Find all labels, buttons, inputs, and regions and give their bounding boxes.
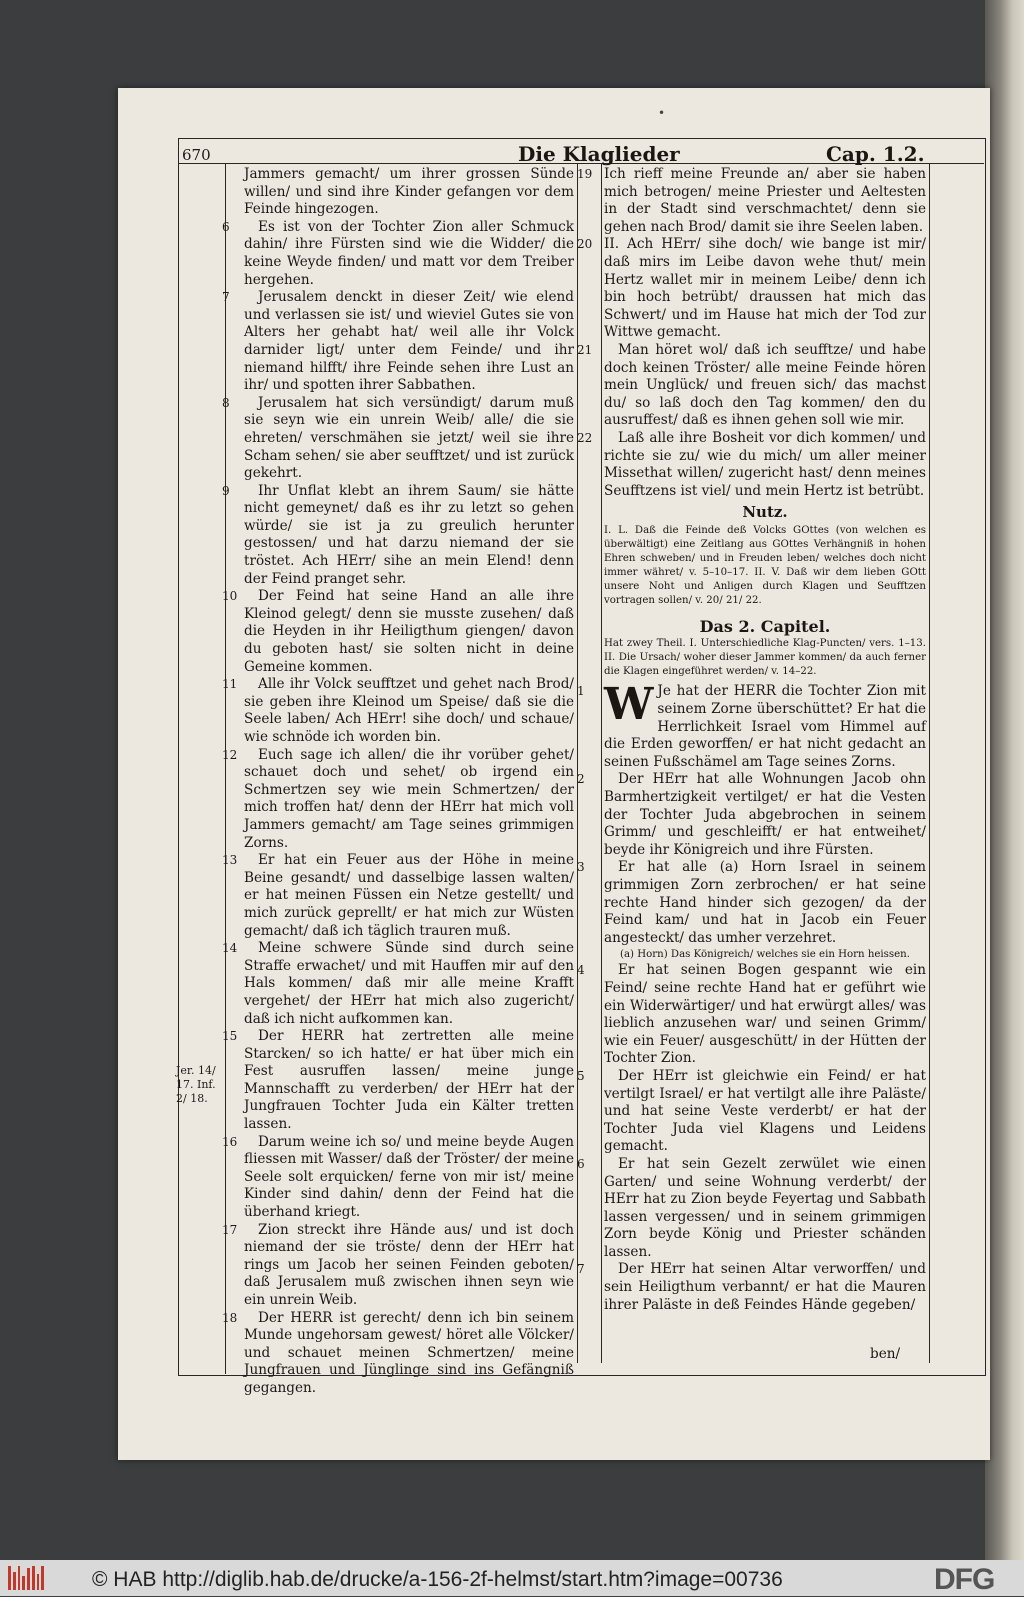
verse <box>222 588 574 676</box>
verse-text: Er hat seinen Bogen gespannt wie ein Feind/ seine rechte Hand hat er geführt wie ein Widerwärtiger/ und hat erwürgt alles/ was lieblich anzusehen war/ und seinen Grimm/ wie ein Feuer/ ausgeschütt/ in der Hütten der Tochter Zion. <box>604 962 926 1067</box>
verse <box>577 859 926 947</box>
verse <box>577 1261 926 1314</box>
verse-number: 7 <box>222 290 230 305</box>
book-edge <box>985 0 1024 1560</box>
left-column <box>222 166 574 1398</box>
right-margin-rule <box>929 163 930 1363</box>
verse <box>577 341 926 430</box>
verse-number: 10 <box>222 589 238 604</box>
verse-text: Euch sage ich allen/ die ihr vorüber gehet/ schauet doch und sehet/ ob irgend ein Schmertzen sey wie mein Schmertzen/ der mich troffen hat/ denn der HErr hat mich voll Jammers gemacht/ am Tage seines grimmigen Zorns. <box>244 746 574 851</box>
verse-number: 18 <box>222 1310 238 1325</box>
verse <box>577 771 926 859</box>
verse-number: 22 <box>577 430 593 445</box>
verse <box>222 482 574 589</box>
verse <box>222 394 574 483</box>
chapter-heading: Das 2. Capitel. <box>699 616 831 636</box>
verse-text: Je hat der HERR die Tochter Zion mit seinem Zorne überschüttet? Er hat die Herrlichkeit Israel vom Himmel auf die Erden geworffen/ er hat nicht gedacht an seinen Fußschämel am Tage seines Zorns. <box>604 683 926 770</box>
verse-text: Zion streckt ihre Hände aus/ und ist doch niemand der sie tröste/ denn der HErr hat rings um Jacob her seinen Feinden geboten/ daß Jerusalem muß zwischen ihnen seyn wie ein unrein Weib. <box>244 1221 574 1308</box>
verse <box>222 1028 574 1134</box>
nutz-heading: Nutz. <box>742 503 788 522</box>
verse-number: 8 <box>222 395 230 410</box>
dfg-logo: DFG <box>934 1563 995 1596</box>
verse <box>222 1221 574 1310</box>
verse-text: Der Feind hat seine Hand an alle ihre Kleinod gelegt/ denn sie musste zusehen/ daß die Heyden in ihr Heiligthum giengen/ davon du geboten hast/ sie solten nicht in deine Gemeine kommen. <box>244 588 574 675</box>
verse <box>577 236 926 342</box>
verse-number: 6 <box>577 1156 585 1171</box>
verse <box>222 1133 574 1222</box>
verse-text: Er hat alle (a) Horn Israel in seinem grimmigen Zorn zerbrochen/ er hat seine rechte Hand hinder sich gezogen/ da der Feind kam/ und hat in Jacob ein Feuer angesteckt/ das umher verzehret. <box>604 859 926 946</box>
verse-number-rule <box>601 163 602 1363</box>
verse-number: 12 <box>222 747 238 762</box>
verse-text: II. Ach HErr/ sihe doch/ wie bange ist mir/ daß mirs im Leibe davon wehe thut/ mein Hertz wallet mir in meinem Leibe/ denn ich bin hoch betrübt/ draussen hat mich das Schwert/ und im Hause hat mich der Tod zur Wittwe gemacht. <box>604 236 926 341</box>
nutz-text: I. L. Daß die Feinde deß Volcks GOttes (von welchen es überwältigt) eine Zeitlang aus GOttes Verhängniß in hohen Ehren schweben/ und in Freuden leben/ welches doch nicht immer währet/ v. 5–10–17. II. V. Daß wir dem lieben GOtt unsere Noht und Anligen durch Klagen und Seufftzen vortragen sollen/ v. 20/ 21/ 22. <box>604 524 926 606</box>
verse-text: Es ist von der Tochter Zion aller Schmuck dahin/ ihre Fürsten sind wie die Widder/ die keine Weyde finden/ und matt vor dem Treiber hergehen. <box>244 218 574 288</box>
right-column <box>577 166 926 1314</box>
verse-number: 13 <box>222 853 238 868</box>
chapter-summary: Hat zwey Theil. I. Unterschiedliche Klag-Puncten/ vers. 1–13. II. Die Ursach/ woher dieser Jammer kommen/ da auch ferner die Klagen eingeführet werden/ v. 14–22. <box>604 638 926 678</box>
verse-number: 21 <box>577 342 593 357</box>
verse-number: 17 <box>222 1222 238 1237</box>
verse-text: Der HErr hat seinen Altar verworffen/ und sein Heiligthum verbannt/ er hat die Mauren ihrer Paläste in deß Feindes Hände gegeben/ <box>604 1261 926 1313</box>
footer-bar <box>0 1560 1024 1596</box>
verse-text: Jammers gemacht/ um ihrer grossen Sünde willen/ und sind ihre Kinder gefangen vor dem Feinde hingezogen. <box>244 166 574 218</box>
verse-text: Er hat sein Gezelt zerwület wie einen Garten/ und seine Wohnung verderbt/ der HErr hat zu Zion beyde Feyertag und Sabbath lassen vergessen/ und in seinem grimmigen Zorn beyde König und Priester schänden lassen. <box>604 1155 926 1260</box>
verse-text: Man höret wol/ daß ich seufftze/ und habe doch keinen Tröster/ alle meine Feinde hören mein Unglück/ und freuen sich/ das machst du/ so laß doch den Tag kommen/ den du ausruffest/ daß es ihnen gehen soll wie mir. <box>604 341 926 429</box>
verse-number: 9 <box>222 483 230 498</box>
verse-number: 11 <box>222 677 238 692</box>
verse-number: 3 <box>577 860 585 875</box>
verse-number: 15 <box>222 1029 238 1044</box>
verse <box>222 940 574 1028</box>
verse <box>577 679 926 771</box>
footnote: (a) Horn) Das Königreich/ welches sie ein Horn heissen. <box>620 949 910 961</box>
verse <box>222 1309 574 1398</box>
verse <box>244 166 574 219</box>
library-logo-icon <box>8 1566 44 1590</box>
verse-text: Jerusalem denckt in dieser Zeit/ wie elend und verlassen sie ist/ und wieviel Gutes sie von Alters her gehabt hat/ weil alle ihr Volck darnider ligt/ unter dem Feinde/ und ihr niemand hilfft/ ihre Feinde sehen ihre Lust an ihr/ und spotten ihrer Sabbathen. <box>244 289 574 394</box>
verse-text: Der HERR ist gerecht/ denn ich bin seinem Munde ungehorsam gewest/ höret alle Völcker/ und schauet meinen Schmertzen/ meine Jungfrauen und Jünglinge sind ins Gefängniß gegangen. <box>244 1309 574 1396</box>
verse-number: 14 <box>222 941 238 956</box>
verse-text: Darum weine ich so/ und meine beyde Augen fliessen mit Wasser/ daß der Tröster/ der meine Seele solt erquicken/ ferne von mir ist/ meine Kinder sind dahin/ denn der Feind hat die überhand kriegt. <box>244 1133 574 1221</box>
verse <box>577 429 926 500</box>
verse <box>222 289 574 395</box>
verse-text: Der HERR hat zertretten alle meine Starcken/ so ich hatte/ er hat über mich ein Fest ausruffen lassen/ meine junge Mannschafft zu verderben/ der HErr hat der Jungfrauen Tochter Juda ein Kälter tretten lassen. <box>244 1028 574 1133</box>
verse-number: 6 <box>222 219 230 234</box>
verse-number: 2 <box>577 772 585 787</box>
verse <box>577 166 926 236</box>
verse-text: Ich rieff meine Freunde an/ aber sie haben mich betrogen/ meine Priester und Aeltesten in der Stadt sind verschmachtet/ denn sie gehen nach Brod/ damit sie ihre Seelen laben. <box>604 166 926 235</box>
catchword: ben/ <box>870 1346 901 1362</box>
verse <box>222 852 574 940</box>
verse-text: Laß alle ihre Bosheit vor dich kommen/ und richte sie zu/ wie du mich/ um aller meiner Missethat willen/ zugericht hast/ denn meines Seufftzens ist viel/ und mein Hertz ist betrübt. <box>604 429 926 499</box>
verse-text: Der HErr ist gleichwie ein Feind/ er hat vertilgt Israel/ er hat vertilgt alle ihre Paläste/ und hat seine Veste verderbt/ er hat der Tochter Juda viel Klagens und Leidens gemacht. <box>604 1067 926 1155</box>
verse <box>577 962 926 1068</box>
top-mark: • <box>658 106 666 120</box>
verse-text: Er hat ein Feuer aus der Höhe in meine Beine gesandt/ und dasselbige lassen walten/ er hat meinen Füssen ein Netze gestellt/ und mich zurück geprellt/ er hat mich zur Wüsten gemacht/ daß ich täglich trauren muß. <box>244 852 574 939</box>
verse-text: Meine schwere Sünde sind durch seine Straffe erwachet/ und mit Hauffen mir auf den Hals kommen/ daß mir alle meine Krafft vergehet/ der HErr hat mich also zugericht/ daß ich nicht aufkommen kan. <box>244 940 574 1027</box>
verse <box>222 746 574 853</box>
verse-number: 7 <box>577 1262 585 1277</box>
running-title: Die Klaglieder <box>518 142 680 166</box>
page-number: 670 <box>182 146 211 164</box>
verse-number: 5 <box>577 1068 585 1083</box>
verse-text: Alle ihr Volck seufftzet und gehet nach Brod/ sie geben ihre Kleinod um Speise/ daß sie die Seele laben/ Ach HErr! sihe doch/ und schaue/ wie schnöde ich worden bin. <box>244 676 574 745</box>
verse <box>577 1067 926 1156</box>
margin-reference: Jer. 14/ 17. Inf. 2/ 18. <box>176 1064 216 1105</box>
verse-text: Der HErr hat alle Wohnungen Jacob ohn Barmhertzigkeit vertilget/ er hat die Vesten der Tochter Juda abgebrochen in seinem Grimm/ und geschleifft/ er hat entweihet/ beyde ihr Königreich und ihre Fürsten. <box>604 771 926 858</box>
verse-number: 16 <box>222 1134 238 1149</box>
verse-number: 1 <box>577 684 585 699</box>
margin-rule <box>225 163 226 1374</box>
verse-number: 19 <box>577 167 593 181</box>
verse <box>222 676 574 746</box>
source-link[interactable]: © HAB http://diglib.hab.de/drucke/a-156-2f-helmst/start.htm?image=00736 <box>92 1568 783 1591</box>
verse-text: Ihr Unflat klebt an ihrem Saum/ sie hätte nicht gemeynet/ daß es ihr zu letzt so gehen würde/ sie ist ja zu greulich herunter gestossen/ und hat darzu niemand der sie tröstet. Ach HErr/ sihe an mein Elend! denn der Feind pranget sehr. <box>244 482 574 587</box>
verse-number: 4 <box>577 963 585 978</box>
verse-number: 20 <box>577 237 593 252</box>
verse-text: Jerusalem hat sich versündigt/ darum muß sie seyn wie ein unrein Weib/ alle/ die sie ehreten/ verschmähen sie jetzt/ weil sie ihre Scham sehen/ sie aber seufftzet/ und ist zurück gekehrt. <box>244 394 574 482</box>
chapter-reference: Cap. 1.2. <box>826 142 925 166</box>
drop-capital: W <box>604 679 654 731</box>
verse <box>577 1155 926 1262</box>
verse <box>222 218 574 289</box>
